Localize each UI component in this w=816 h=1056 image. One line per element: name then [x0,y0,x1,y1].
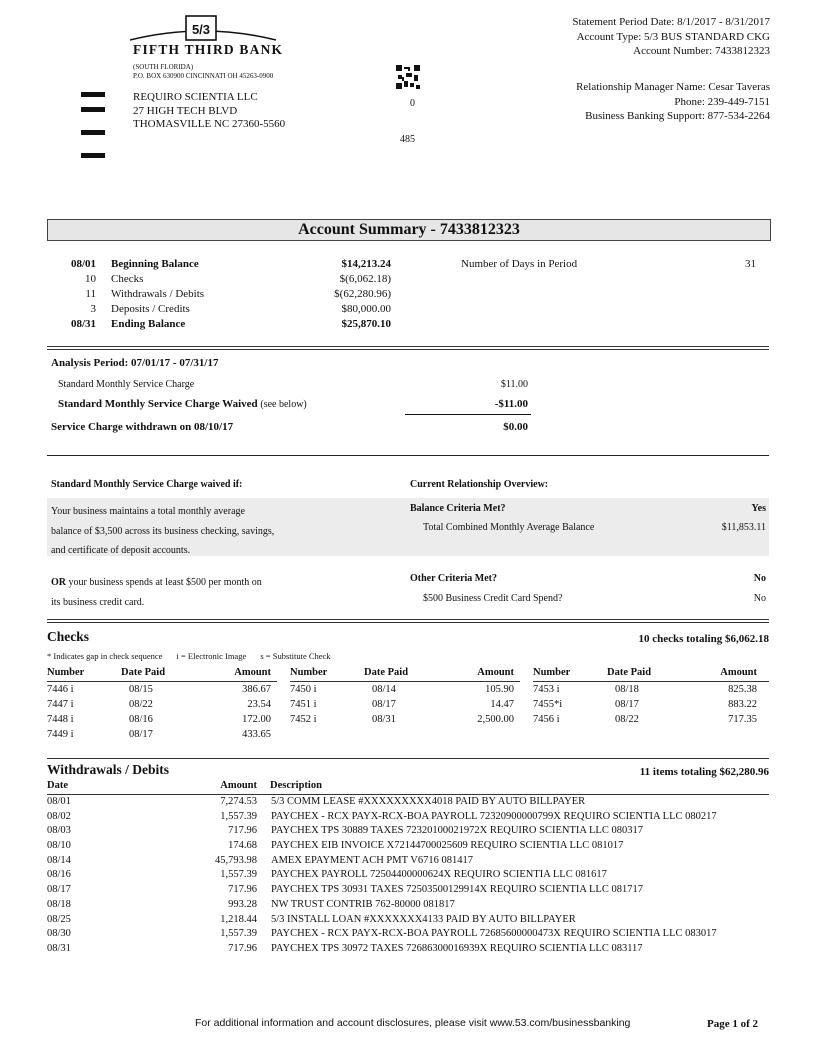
checks-header-rule [533,681,769,682]
check-date: 08/14 [372,684,396,695]
relationship-manager: Relationship Manager Name: Cesar Taveras [576,81,770,93]
analysis-title: Analysis Period: 07/01/17 - 07/31/17 [51,357,219,369]
mail-mark [81,153,105,158]
summary-amount: $80,000.00 [341,303,391,315]
withdrawal-description: AMEX EPAYMENT ACH PMT V6716 081417 [271,854,473,866]
col-number: Number [47,667,85,678]
withdrawal-row [47,824,769,839]
checks-header-row [533,667,769,681]
withdrawal-date: 08/31 [47,942,71,954]
withdrawal-description: PAYCHEX EIB INVOICE X72144700025609 REQUIRO SCIENTIA LLC 081017 [271,840,624,852]
bank-region: (SOUTH FLORIDA) [133,63,194,71]
service-charge-label: Standard Monthly Service Charge [58,379,195,390]
withdrawal-date: 08/14 [47,854,71,866]
check-amount: 14.47 [490,699,514,710]
withdrawal-date: 08/01 [47,796,71,807]
check-date: 08/22 [129,699,153,710]
withdrawal-row [47,854,769,869]
withdrawal-description: PAYCHEX - RCX PAYX-RCX-BOA PAYROLL 72685600000473X REQUIRO SCIENTIA LLC 083017 [271,928,717,940]
withdrawal-amount: 1,218.44 [220,913,257,925]
checks-title: Checks [47,629,90,644]
code-a: 0 [410,98,415,109]
withdrawal-date: 08/16 [47,869,71,881]
withdrawal-date: 08/02 [47,810,71,822]
check-amount: 717.35 [728,714,757,725]
bank-name: FIFTH THIRD BANK [133,42,284,57]
checks-total: 10 checks totaling $6,062.18 [638,633,769,645]
check-amount: 883.22 [728,699,757,710]
withdrawal-date: 08/25 [47,913,71,925]
check-amount: 172.00 [242,714,271,725]
col-date: Date [47,780,68,791]
check-date: 08/17 [372,699,396,710]
check-date: 08/22 [615,714,639,725]
checks-header-row [47,667,283,681]
withdrawn-label: Service Charge withdrawn on 08/10/17 [51,421,234,433]
checks-header-rule [47,681,277,682]
col-number: Number [533,667,571,678]
withdrawal-row [47,913,769,928]
code-b: 485 [400,134,415,145]
withdrawal-date: 08/03 [47,825,71,837]
check-date: 08/15 [129,684,153,695]
check-number: 7449 i [47,729,74,740]
summary-label: Ending Balance [111,318,186,330]
summary-amount: $(6,062.18) [339,273,391,285]
withdrawal-amount: 7,274.53 [220,796,257,807]
withdrawal-amount: 174.68 [228,840,257,852]
withdrawal-amount: 717.96 [228,825,257,837]
withdrawals-title: Withdrawals / Debits [47,762,170,777]
summary-amount: $14,213.24 [341,258,391,270]
balance-criteria-label: Balance Criteria Met? [410,503,506,514]
col-amount: Amount [234,667,271,678]
check-row [290,684,526,699]
days-in-period-label: Number of Days in Period [461,258,578,270]
check-number: 7456 i [533,714,560,725]
withdrawals-table [47,795,769,957]
bank-logo [128,14,278,44]
fifth-third-logo-icon [128,14,278,44]
summary-table [47,258,769,333]
divider [47,455,769,456]
summary-row [47,288,769,303]
bank-address: P.O. BOX 630900 CINCINNATI OH 45263-0900 [133,72,274,80]
combined-balance-label: Total Combined Monthly Average Balance [423,522,595,533]
withdrawal-amount: 717.96 [228,884,257,896]
waiver-line: its business credit card. [51,596,145,608]
check-number: 7455*i [533,699,563,710]
contact-info [576,80,770,124]
check-row [533,714,769,729]
check-date: 08/17 [615,699,639,710]
withdrawal-row [47,927,769,942]
check-number: 7448 i [47,714,74,725]
customer-name: REQUIRO SCIENTIA LLC [133,91,258,103]
withdrawal-description: PAYCHEX PAYROLL 72504400000624X REQUIRO SCIENTIA LLC 081617 [271,869,607,881]
summary-date: 10 [85,273,96,285]
summary-row [47,303,769,318]
summary-row [47,318,769,333]
checks-header-row [290,667,526,681]
withdrawal-description: PAYCHEX TPS 30972 TAXES 72686300016939X REQUIRO SCIENTIA LLC 083117 [271,942,643,954]
check-date: 08/31 [372,714,396,725]
withdrawal-row [47,898,769,913]
withdrawal-description: 5/3 COMM LEASE #XXXXXXXXX4018 PAID BY AUTO BILLPAYER [271,796,586,807]
waiver-title: Standard Monthly Service Charge waived if: [51,479,243,490]
check-row [47,684,283,699]
check-date: 08/16 [129,714,153,725]
summary-title: Account Summary - 7433812323 [47,219,771,241]
withdrawal-amount: 717.96 [228,942,257,954]
withdrawal-row [47,942,769,957]
withdrawal-date: 08/18 [47,898,71,910]
mail-mark [81,130,105,135]
check-date: 08/17 [129,729,153,740]
footer-note: For additional information and account disclosures, please visit www.53.com/businessbanking [195,1017,631,1029]
waived-value: -$11.00 [494,398,528,410]
withdrawal-date: 08/30 [47,928,71,940]
withdrawal-row [47,883,769,898]
divider [47,346,769,350]
withdrawal-description: NW TRUST CONTRIB 762-80000 081817 [271,898,455,910]
check-number: 7450 i [290,684,317,695]
summary-label: Withdrawals / Debits [111,288,205,300]
waiver-balance-text [51,502,274,561]
check-amount: 105.90 [485,684,514,695]
mail-mark [81,92,105,97]
svg-text:5/3: 5/3 [191,22,211,37]
relationship-title: Current Relationship Overview: [410,479,549,490]
statement-period: Statement Period Date: 8/1/2017 - 8/31/2017 [572,16,770,28]
checks-table [47,667,769,747]
check-number: 7451 i [290,699,317,710]
summary-row [47,273,769,288]
col-amount: Amount [720,667,757,678]
withdrawal-row [47,795,769,810]
withdrawal-date: 08/10 [47,840,71,852]
withdrawal-description: PAYCHEX TPS 30889 TAXES 72320100021972X REQUIRO SCIENTIA LLC 080317 [271,825,643,837]
summary-date: 08/01 [70,258,96,270]
combined-balance-value: $11,853.11 [721,522,766,533]
check-row [290,714,526,729]
waived-note: (see below) [260,399,307,410]
waived-label: Standard Monthly Service Charge Waived [58,398,258,410]
legend-gap: * Indicates gap in check sequence [47,651,163,661]
account-type: Account Type: 5/3 BUS STANDARD CKG [576,30,770,43]
summary-date: 11 [85,288,96,300]
col-amount: Amount [220,780,257,791]
withdrawal-amount: 1,557.39 [220,810,257,822]
waiver-line: and certificate of deposit accounts. [51,545,191,556]
check-number: 7447 i [47,699,74,710]
waiver-line: balance of $3,500 across its business checking, savings, [51,525,275,537]
col-date-paid: Date Paid [364,667,409,678]
balance-criteria-value: Yes [751,503,766,514]
statement-info [572,15,770,59]
col-date-paid: Date Paid [121,667,166,678]
withdrawn-value: $0.00 [503,421,528,433]
service-charge-waived [58,398,307,410]
summary-label: Checks [111,273,144,285]
other-criteria-value: No [753,573,766,584]
summary-amount: $(62,280.96) [334,288,391,300]
withdrawal-row [47,839,769,854]
qr-code-icon [396,65,420,94]
check-row [533,684,769,699]
withdrawal-date: 08/17 [47,884,71,896]
withdrawal-description: PAYCHEX - RCX PAYX-RCX-BOA PAYROLL 72320900000799X REQUIRO SCIENTIA LLC 080217 [271,810,717,822]
summary-date: 08/31 [70,318,96,330]
summary-date: 3 [90,303,96,315]
manager-phone: Phone: 239-449-7151 [674,95,770,108]
check-amount: 825.38 [728,684,757,695]
business-support: Business Banking Support: 877-534-2264 [585,110,770,122]
customer-street: 27 HIGH TECH BLVD [133,104,238,117]
summary-amount: $25,870.10 [341,318,391,330]
check-row [47,729,283,744]
other-criteria-label: Other Criteria Met? [410,573,497,584]
checks-header-rule [290,681,520,682]
service-charge-value: $11.00 [500,379,528,390]
summary-label: Beginning Balance [111,258,199,270]
mail-mark [81,107,105,112]
check-amount: 2,500.00 [477,714,514,725]
page-number: Page 1 of 2 [707,1018,759,1030]
days-in-period-value: 31 [745,258,756,270]
check-row [290,699,526,714]
divider [47,758,769,759]
sum-line [405,414,531,415]
customer-address [133,91,285,132]
customer-city: THOMASVILLE NC 27360-5560 [133,118,286,130]
waiver-line: Your business maintains a total monthly average [51,506,245,517]
col-description: Description [270,780,322,791]
card-spend-value: No [753,593,766,604]
withdrawals-total: 11 items totaling $62,280.96 [639,766,769,778]
withdrawal-amount: 1,557.39 [220,928,257,940]
summary-label: Deposits / Credits [111,303,190,315]
withdrawal-row [47,810,769,825]
check-number: 7453 i [533,684,560,695]
check-row [47,699,283,714]
check-date: 08/18 [615,684,639,695]
waiver-card-text [51,573,262,612]
waiver-line: your business spends at least $500 per month on [68,577,262,588]
legend-substitute: s = Substitute Check [260,651,331,661]
col-date-paid: Date Paid [607,667,652,678]
account-number: Account Number: 7433812323 [633,45,770,57]
check-number: 7452 i [290,714,317,725]
check-amount: 433.65 [242,729,271,740]
or-word: OR [51,577,66,588]
check-amount: 386.67 [242,684,271,695]
col-amount: Amount [477,667,514,678]
check-row [47,714,283,729]
check-amount: 23.54 [247,699,271,710]
withdrawal-row [47,868,769,883]
legend-electronic: i = Electronic Image [176,651,247,661]
check-row [533,699,769,714]
card-spend-label: $500 Business Credit Card Spend? [423,593,563,604]
check-number: 7446 i [47,684,74,695]
withdrawal-description: 5/3 INSTALL LOAN #XXXXXXX4133 PAID BY AUTO BILLPAYER [271,913,576,925]
summary-row [47,258,769,273]
divider [47,619,769,623]
withdrawal-amount: 993.28 [228,898,257,910]
checks-legend [47,651,331,661]
withdrawal-amount: 1,557.39 [220,869,257,881]
withdrawal-description: PAYCHEX TPS 30931 TAXES 72503500129914X REQUIRO SCIENTIA LLC 081717 [271,884,643,896]
withdrawal-amount: 45,793.98 [215,854,257,866]
col-number: Number [290,667,328,678]
